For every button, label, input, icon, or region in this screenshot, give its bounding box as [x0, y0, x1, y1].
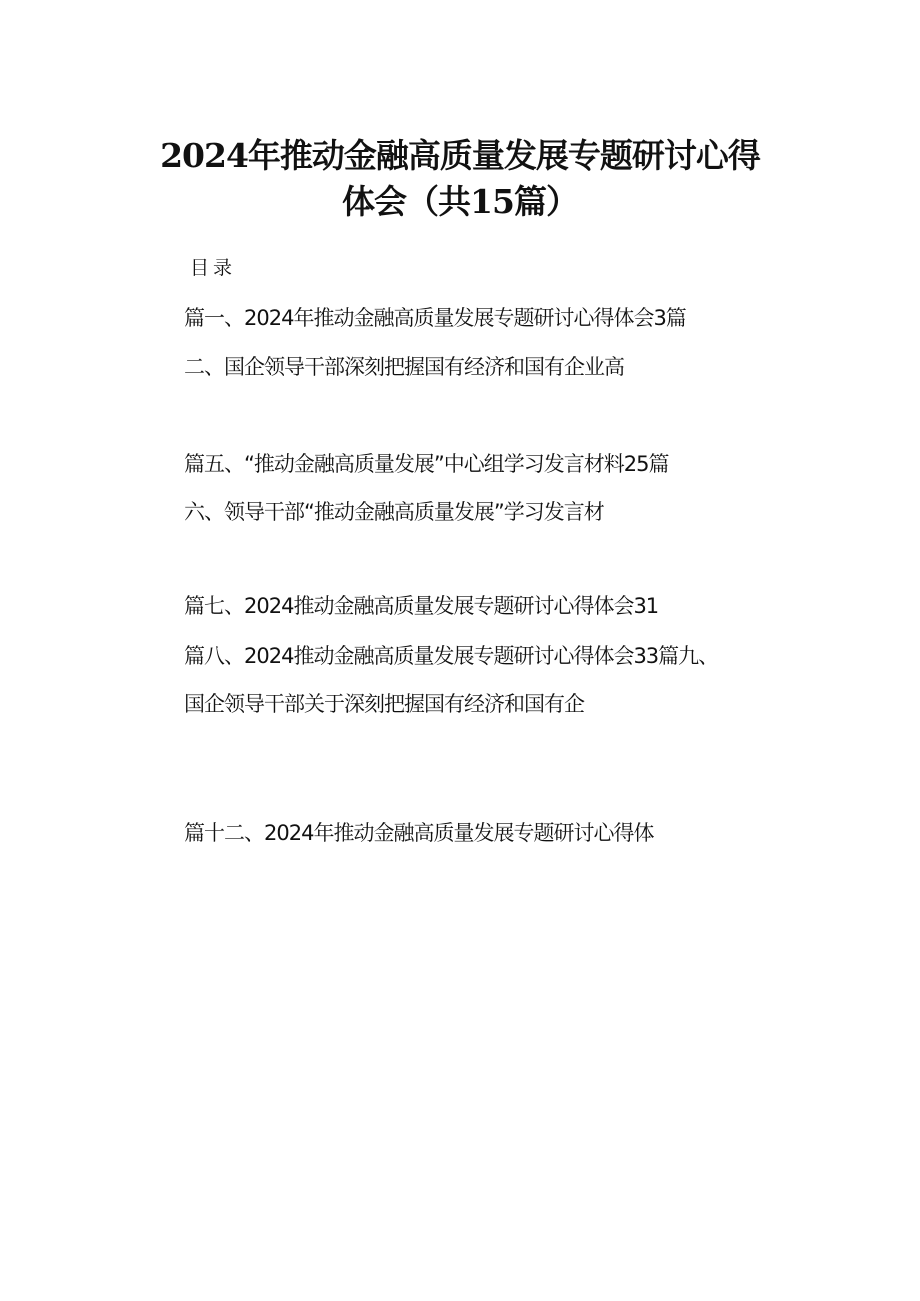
- document-title-line-1: 2024年推动金融高质量发展专题研讨心得: [160, 136, 760, 175]
- toc-entry: 篇八、2024推动金融高质量发展专题研讨心得体会33篇九、: [184, 644, 719, 668]
- toc-entry: 篇十二、2024年推动金融高质量发展专题研讨心得体: [184, 821, 654, 845]
- toc-entry: 六、领导干部“推动金融高质量发展”学习发言材: [184, 500, 604, 524]
- toc-entry: 二、国企领导干部深刻把握国有经济和国有企业高: [184, 355, 624, 379]
- document-title-line-2: 体会（共15篇）: [342, 182, 578, 221]
- toc-entry: 国企领导干部关于深刻把握国有经济和国有企: [184, 692, 584, 716]
- toc-heading: 目录: [190, 257, 237, 279]
- toc-entry: 篇五、“推动金融高质量发展”中心组学习发言材料25篇: [184, 452, 669, 476]
- toc-entry: 篇七、2024推动金融高质量发展专题研讨心得体会31: [184, 594, 659, 618]
- toc-entry: 篇一、2024年推动金融高质量发展专题研讨心得体会3篇: [184, 306, 686, 330]
